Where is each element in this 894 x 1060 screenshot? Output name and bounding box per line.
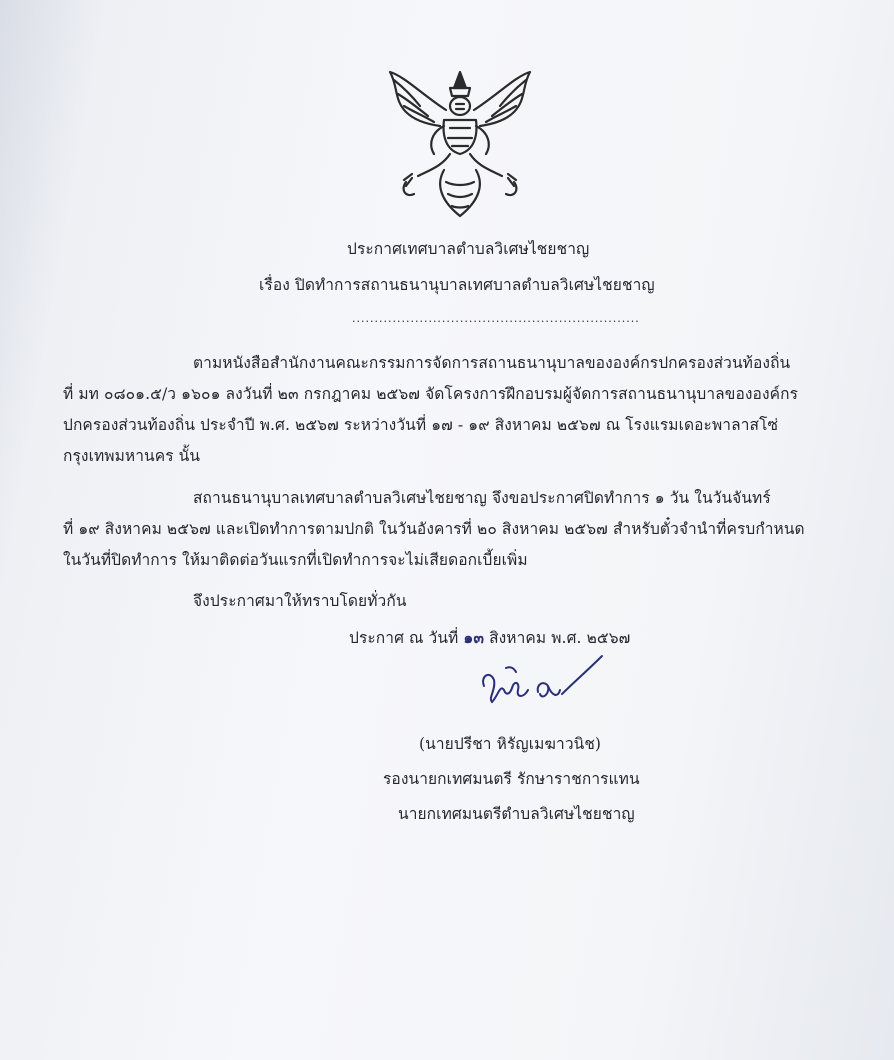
closing-statement: จึงประกาศมาให้ทราบโดยทั่วกัน — [193, 592, 407, 610]
paragraph1-line-1: ตามหนังสือสำนักงานคณะกรรมการจัดการสถานธนานุบาลขององค์กรปกครองส่วนท้องถิ่น — [193, 354, 791, 372]
paragraph2-line-3: ในวันที่ปิดทำการ ให้มาติดต่อวันแรกที่เปิดทำการจะไม่เสียดอกเบี้ยเพิ่ม — [63, 551, 528, 569]
paragraph2-line-2: ที่ ๑๙ สิงหาคม ๒๕๖๗ และเปิดทำการตามปกติ ในวันอังคารที่ ๒๐ สิงหาคม ๒๕๖๗ สำหรับตั๋วจำนำที่ครบกำหนด — [63, 520, 805, 538]
paragraph1-line-3: ปกครองส่วนท้องถิ่น ประจำปี พ.ศ. ๒๕๖๗ ระหว่างวันที่ ๑๗ - ๑๙ สิงหาคม ๒๕๖๗ ณ โรงแรมเดอะพาลาสโซ่ — [63, 416, 779, 434]
paragraph2-line-1: สถานธนานุบาลเทศบาลตำบลวิเศษไชยชาญ จึงขอประกาศปิดทำการ ๑ วัน ในวันจันทร์ — [193, 489, 771, 507]
signer-position-1: รองนายกเทศมนตรี รักษาราชการแทน — [383, 770, 640, 788]
announcement-date — [349, 625, 630, 650]
issuer-title: ประกาศเทศบาลตำบลวิเศษไชยชาญ — [347, 240, 590, 258]
date-day-handwritten: ๑๓ — [463, 628, 485, 647]
garuda-emblem-icon — [384, 66, 536, 222]
signer-position-2: นายกเทศมนตรีตำบลวิเศษไชยชาญ — [398, 805, 635, 823]
subject-line: เรื่อง ปิดทำการสถานธนานุบาลเทศบาลตำบลวิเศษไชยชาญ — [259, 276, 655, 294]
date-prefix: ประกาศ ณ วันที่ — [349, 629, 459, 647]
signer-name: (นายปรีชา หิรัญเมฆาวนิช) — [419, 735, 602, 753]
signature — [470, 650, 620, 710]
paragraph1-line-2: ที่ มท ๐๘๐๑.๕/ว ๑๖๐๑ ลงวันที่ ๒๓ กรกฎาคม ๒๕๖๗ จัดโครงการฝึกอบรมผู้จัดการสถานธนานุบาลขององค์กร — [63, 385, 798, 403]
paragraph1-line-4: กรุงเทพมหานคร นั้น — [63, 447, 201, 465]
date-suffix: สิงหาคม พ.ศ. ๒๕๖๗ — [489, 629, 631, 647]
separator: ................................................................ — [352, 312, 640, 325]
